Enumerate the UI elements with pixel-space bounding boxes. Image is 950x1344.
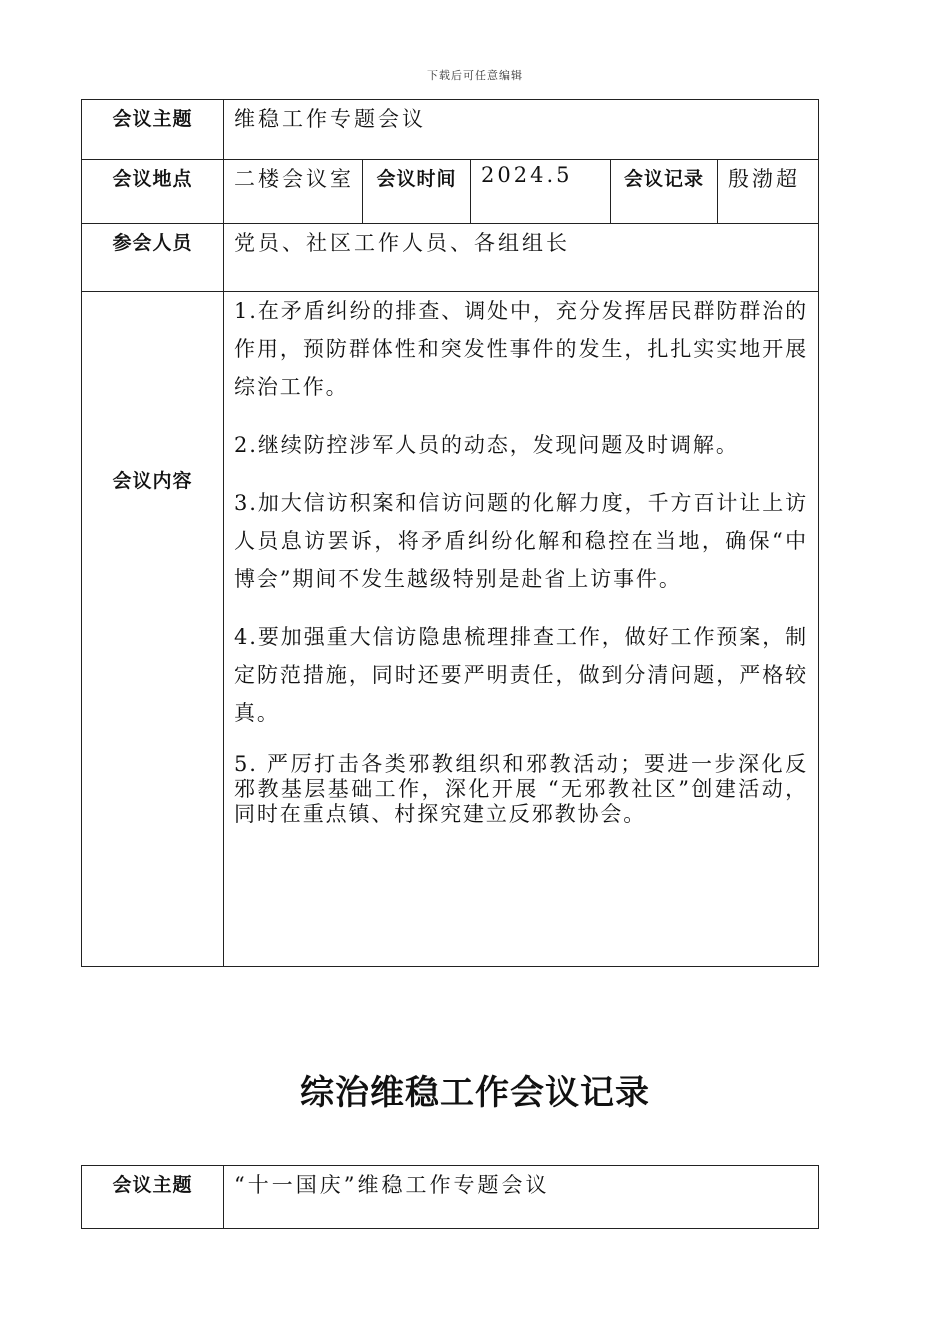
time-label: 会议时间 bbox=[363, 160, 471, 224]
meeting-record-table-1 bbox=[81, 99, 819, 967]
topic-label: 会议主题 bbox=[82, 1166, 224, 1229]
content-item: 3.加大信访积案和信访问题的化解力度，千方百计让上访人员息访罢诉，将矛盾纠纷化解和稳控在当地，确保“中博会”期间不发生越级特别是赴省上访事件。 bbox=[234, 491, 809, 591]
attendees-row bbox=[82, 224, 819, 292]
page-title: 综治维稳工作会议记录 bbox=[300, 1073, 650, 1113]
content-item: 4.要加强重大信访隐患梳理排查工作，做好工作预案，制定防范措施，同时还要严明责任，做到分清问题，严格较真。 bbox=[234, 625, 809, 725]
topic-row bbox=[82, 1166, 819, 1229]
content-item: 1.在矛盾纠纷的排查、调处中，充分发挥居民群防群治的作用，预防群体性和突发性事件的发生，扎扎实实地开展综治工作。 bbox=[234, 299, 809, 399]
header-note: 下载后可任意编辑 bbox=[427, 69, 523, 82]
place-value: 二楼会议室 bbox=[224, 160, 363, 224]
topic-value: 维稳工作专题会议 bbox=[224, 100, 819, 160]
place-label: 会议地点 bbox=[82, 160, 224, 224]
topic-value: “十一国庆”维稳工作专题会议 bbox=[224, 1166, 819, 1229]
time-value: 2024.5 bbox=[471, 160, 611, 224]
content-label: 会议内容 bbox=[82, 292, 224, 967]
content-row bbox=[82, 292, 819, 967]
attendees-label: 参会人员 bbox=[82, 224, 224, 292]
content-body bbox=[224, 292, 819, 967]
topic-row bbox=[82, 100, 819, 160]
meta-row bbox=[82, 160, 819, 224]
meeting-record-table-2 bbox=[81, 1165, 819, 1229]
content-item: 5. 严厉打击各类邪教组织和邪教活动；要进一步深化反邪教基层基础工作，深化开展 “无邪教社区”创建活动，同时在重点镇、村探究建立反邪教协会。 bbox=[234, 752, 809, 826]
attendees-value: 党员、社区工作人员、各组组长 bbox=[224, 224, 819, 292]
recorder-label: 会议记录 bbox=[611, 160, 718, 224]
content-item: 2.继续防控涉军人员的动态，发现问题及时调解。 bbox=[234, 433, 739, 457]
recorder-value: 殷渤超 bbox=[718, 160, 819, 224]
topic-label: 会议主题 bbox=[82, 100, 224, 160]
